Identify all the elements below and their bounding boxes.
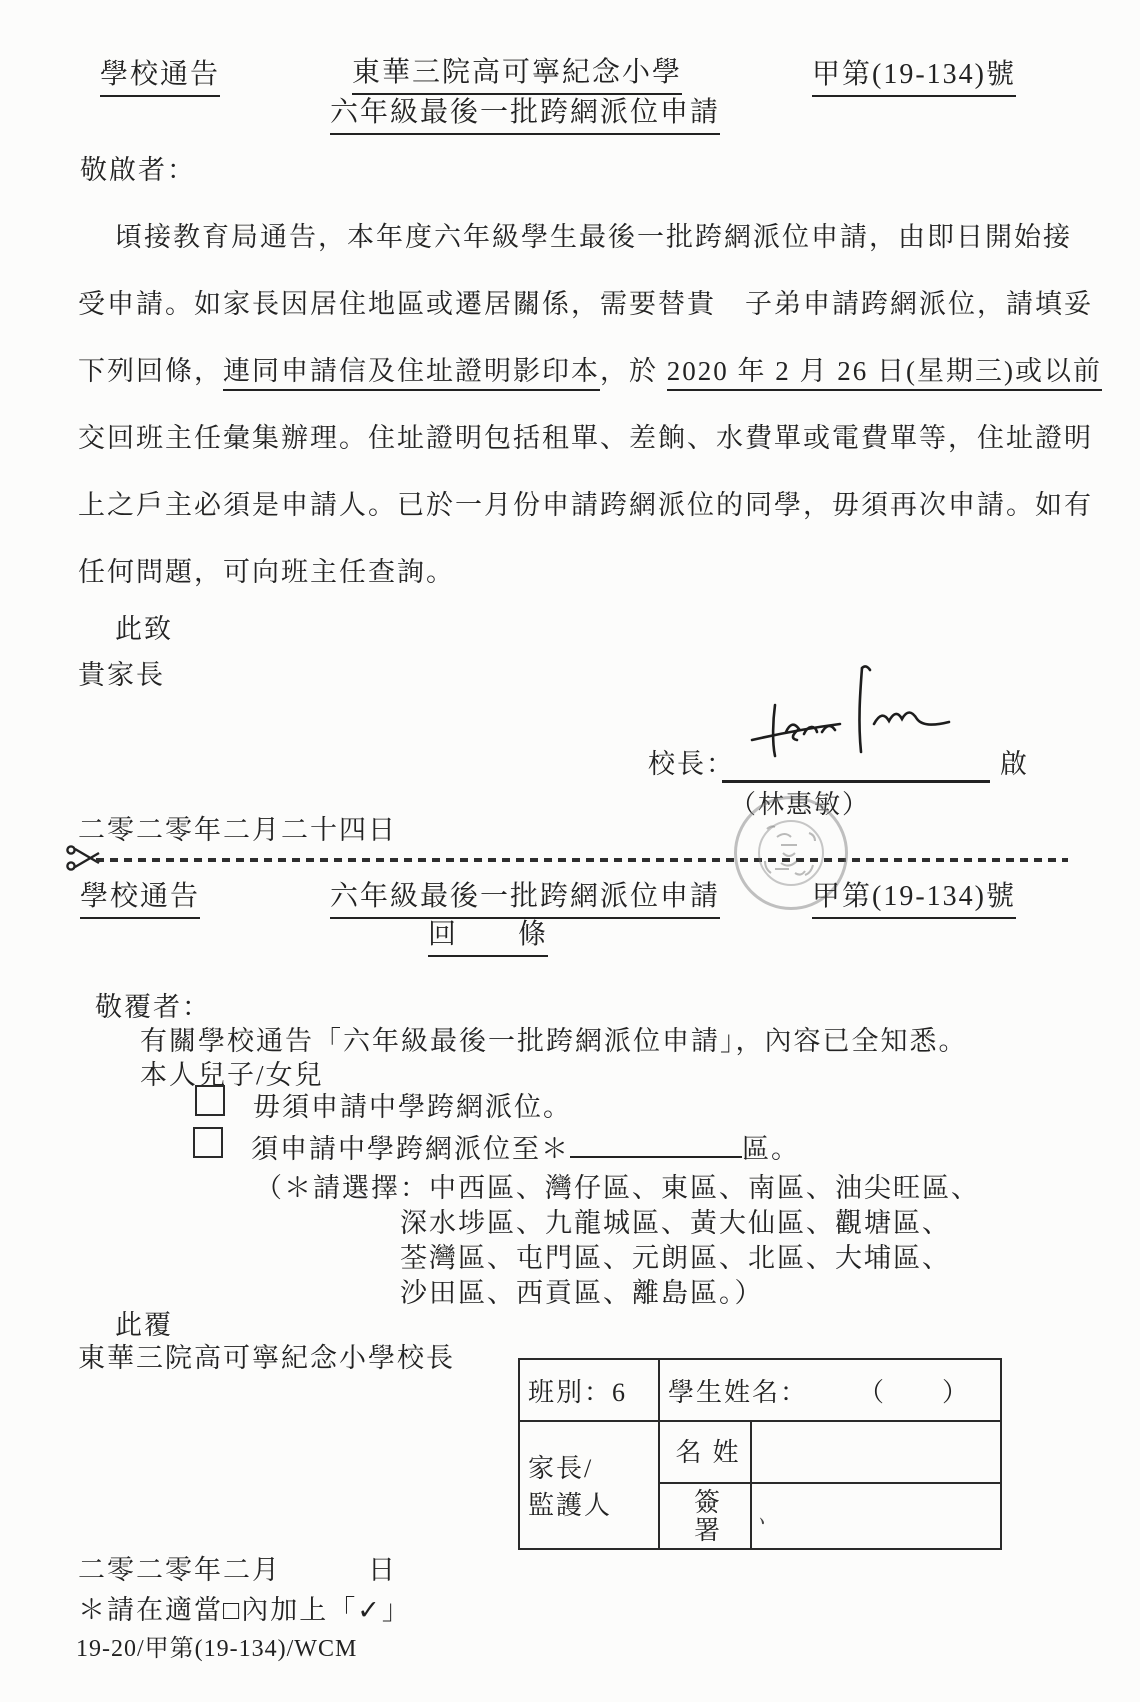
letter-line-3-mid: ，於 <box>600 356 667 386</box>
parent-signature-field[interactable] <box>751 1483 1001 1549</box>
reply-notice-type-label: 學校通告 <box>80 874 200 919</box>
option-apply-post: 區。 <box>742 1134 800 1164</box>
option-row-no-application <box>195 1085 572 1124</box>
option-apply-pre: 須申請中學跨網派位至＊ <box>251 1134 570 1164</box>
class-cell: 班別：6 <box>519 1359 659 1421</box>
ref-number: 甲第(19-134)號 <box>812 52 1016 97</box>
letter-line-3 <box>78 349 1102 388</box>
option-apply-district-label <box>251 1127 800 1166</box>
reply-acknowledgement: 有關學校通告「六年級最後一批跨網派位申請」，內容已全知悉。 <box>140 1026 968 1056</box>
file-reference: 19-20/甲第(19-134)/WCM <box>76 1636 358 1662</box>
parent-label-line2: 監護人 <box>528 1491 613 1520</box>
table-row-parent-name <box>519 1421 1001 1483</box>
notice-title: 六年級最後一批跨網派位申請 <box>330 90 720 135</box>
reply-title: 六年級最後一批跨網派位申請 <box>330 874 720 919</box>
principal-label: 校長： <box>648 749 735 779</box>
reply-closing: 此覆 <box>115 1310 173 1340</box>
cut-dashed-line <box>96 858 1068 862</box>
reply-info-table <box>518 1358 1002 1550</box>
table-row-class-student <box>519 1359 1001 1421</box>
reply-salutation: 敬覆者： <box>95 992 211 1022</box>
reply-ref-number: 甲第(19-134)號 <box>812 874 1016 919</box>
reply-subtitle: 回 條 <box>428 912 548 957</box>
notice-type-label: 學校通告 <box>100 52 220 97</box>
stray-pen-mark: 、 <box>756 1501 787 1533</box>
letter-line-5: 上之戶主必須是申請人。已於一月份申請跨網派位的同學，毋須再次申請。如有 <box>78 490 1093 520</box>
letter-line-3-underlined-docs: 連同申請信及住址證明影印本 <box>223 356 600 391</box>
letter-line-3-underlined-date: 2020 年 2 月 26 日(星期三)或以前 <box>667 356 1102 391</box>
reply-child-line: 本人兒子/女兒 <box>140 1060 324 1090</box>
principal-signature <box>742 660 957 780</box>
district-note-line-1: （＊請選擇：中西區、灣仔區、東區、南區、油尖旺區、 <box>255 1173 980 1203</box>
checkbox-no-application[interactable] <box>195 1085 225 1116</box>
parent-label-line1: 家長/ <box>528 1454 594 1483</box>
parent-name-field[interactable] <box>751 1421 1001 1483</box>
parent-signature-label: 簽署 <box>659 1483 751 1549</box>
letter-line-3-pre: 下列回條， <box>78 356 223 386</box>
parent-guardian-cell <box>519 1421 659 1549</box>
principal-name: （林惠敏） <box>730 790 871 819</box>
option-row-apply-district <box>193 1127 800 1166</box>
parent-name-label: 姓名 <box>659 1421 751 1483</box>
reply-to-line: 東華三院高可寧紀念小學校長 <box>78 1343 455 1373</box>
letter-line-6: 任何問題，可向班主任查詢。 <box>78 557 455 587</box>
letter-closing: 此致 <box>115 614 173 644</box>
principal-suffix: 啟 <box>1000 749 1029 779</box>
signature-line <box>722 780 990 783</box>
district-note-line-2: 深水埗區、九龍城區、黃大仙區、觀塘區、 <box>400 1208 951 1238</box>
district-note-line-4: 沙田區、西貢區、離島區。） <box>400 1278 764 1308</box>
letter-line-1: 頃接教育局通告，本年度六年級學生最後一批跨網派位申請，由即日開始接 <box>115 222 1072 252</box>
option-no-application-label: 毋須申請中學跨網派位。 <box>253 1092 572 1122</box>
student-name-label: 學生姓名： <box>668 1377 809 1407</box>
district-fill-in-blank[interactable] <box>570 1128 742 1158</box>
checkbox-apply-district[interactable] <box>193 1127 223 1158</box>
scissors-icon <box>66 844 100 872</box>
letter-line-4: 交回班主任彙集辦理。住址證明包括租單、差餉、水費單或電費單等，住址證明 <box>78 423 1093 453</box>
letter-line-2: 受申請。如家長因居住地區或遷居關係，需要替貴 子弟申請跨網派位，請填妥 <box>78 289 1093 319</box>
school-name: 東華三院高可寧紀念小學 <box>352 50 682 95</box>
letter-addressee: 貴家長 <box>78 660 165 690</box>
letter-salutation: 敬啟者： <box>80 155 196 185</box>
letter-date: 二零二零年二月二十四日 <box>78 815 397 845</box>
tick-instruction: ＊請在適當□內加上「✓」 <box>78 1595 411 1625</box>
student-brackets: （ ） <box>857 1377 970 1407</box>
reply-date-line: 二零二零年二月 日 <box>78 1555 397 1585</box>
district-note-line-3: 荃灣區、屯門區、元朗區、北區、大埔區、 <box>400 1243 951 1273</box>
